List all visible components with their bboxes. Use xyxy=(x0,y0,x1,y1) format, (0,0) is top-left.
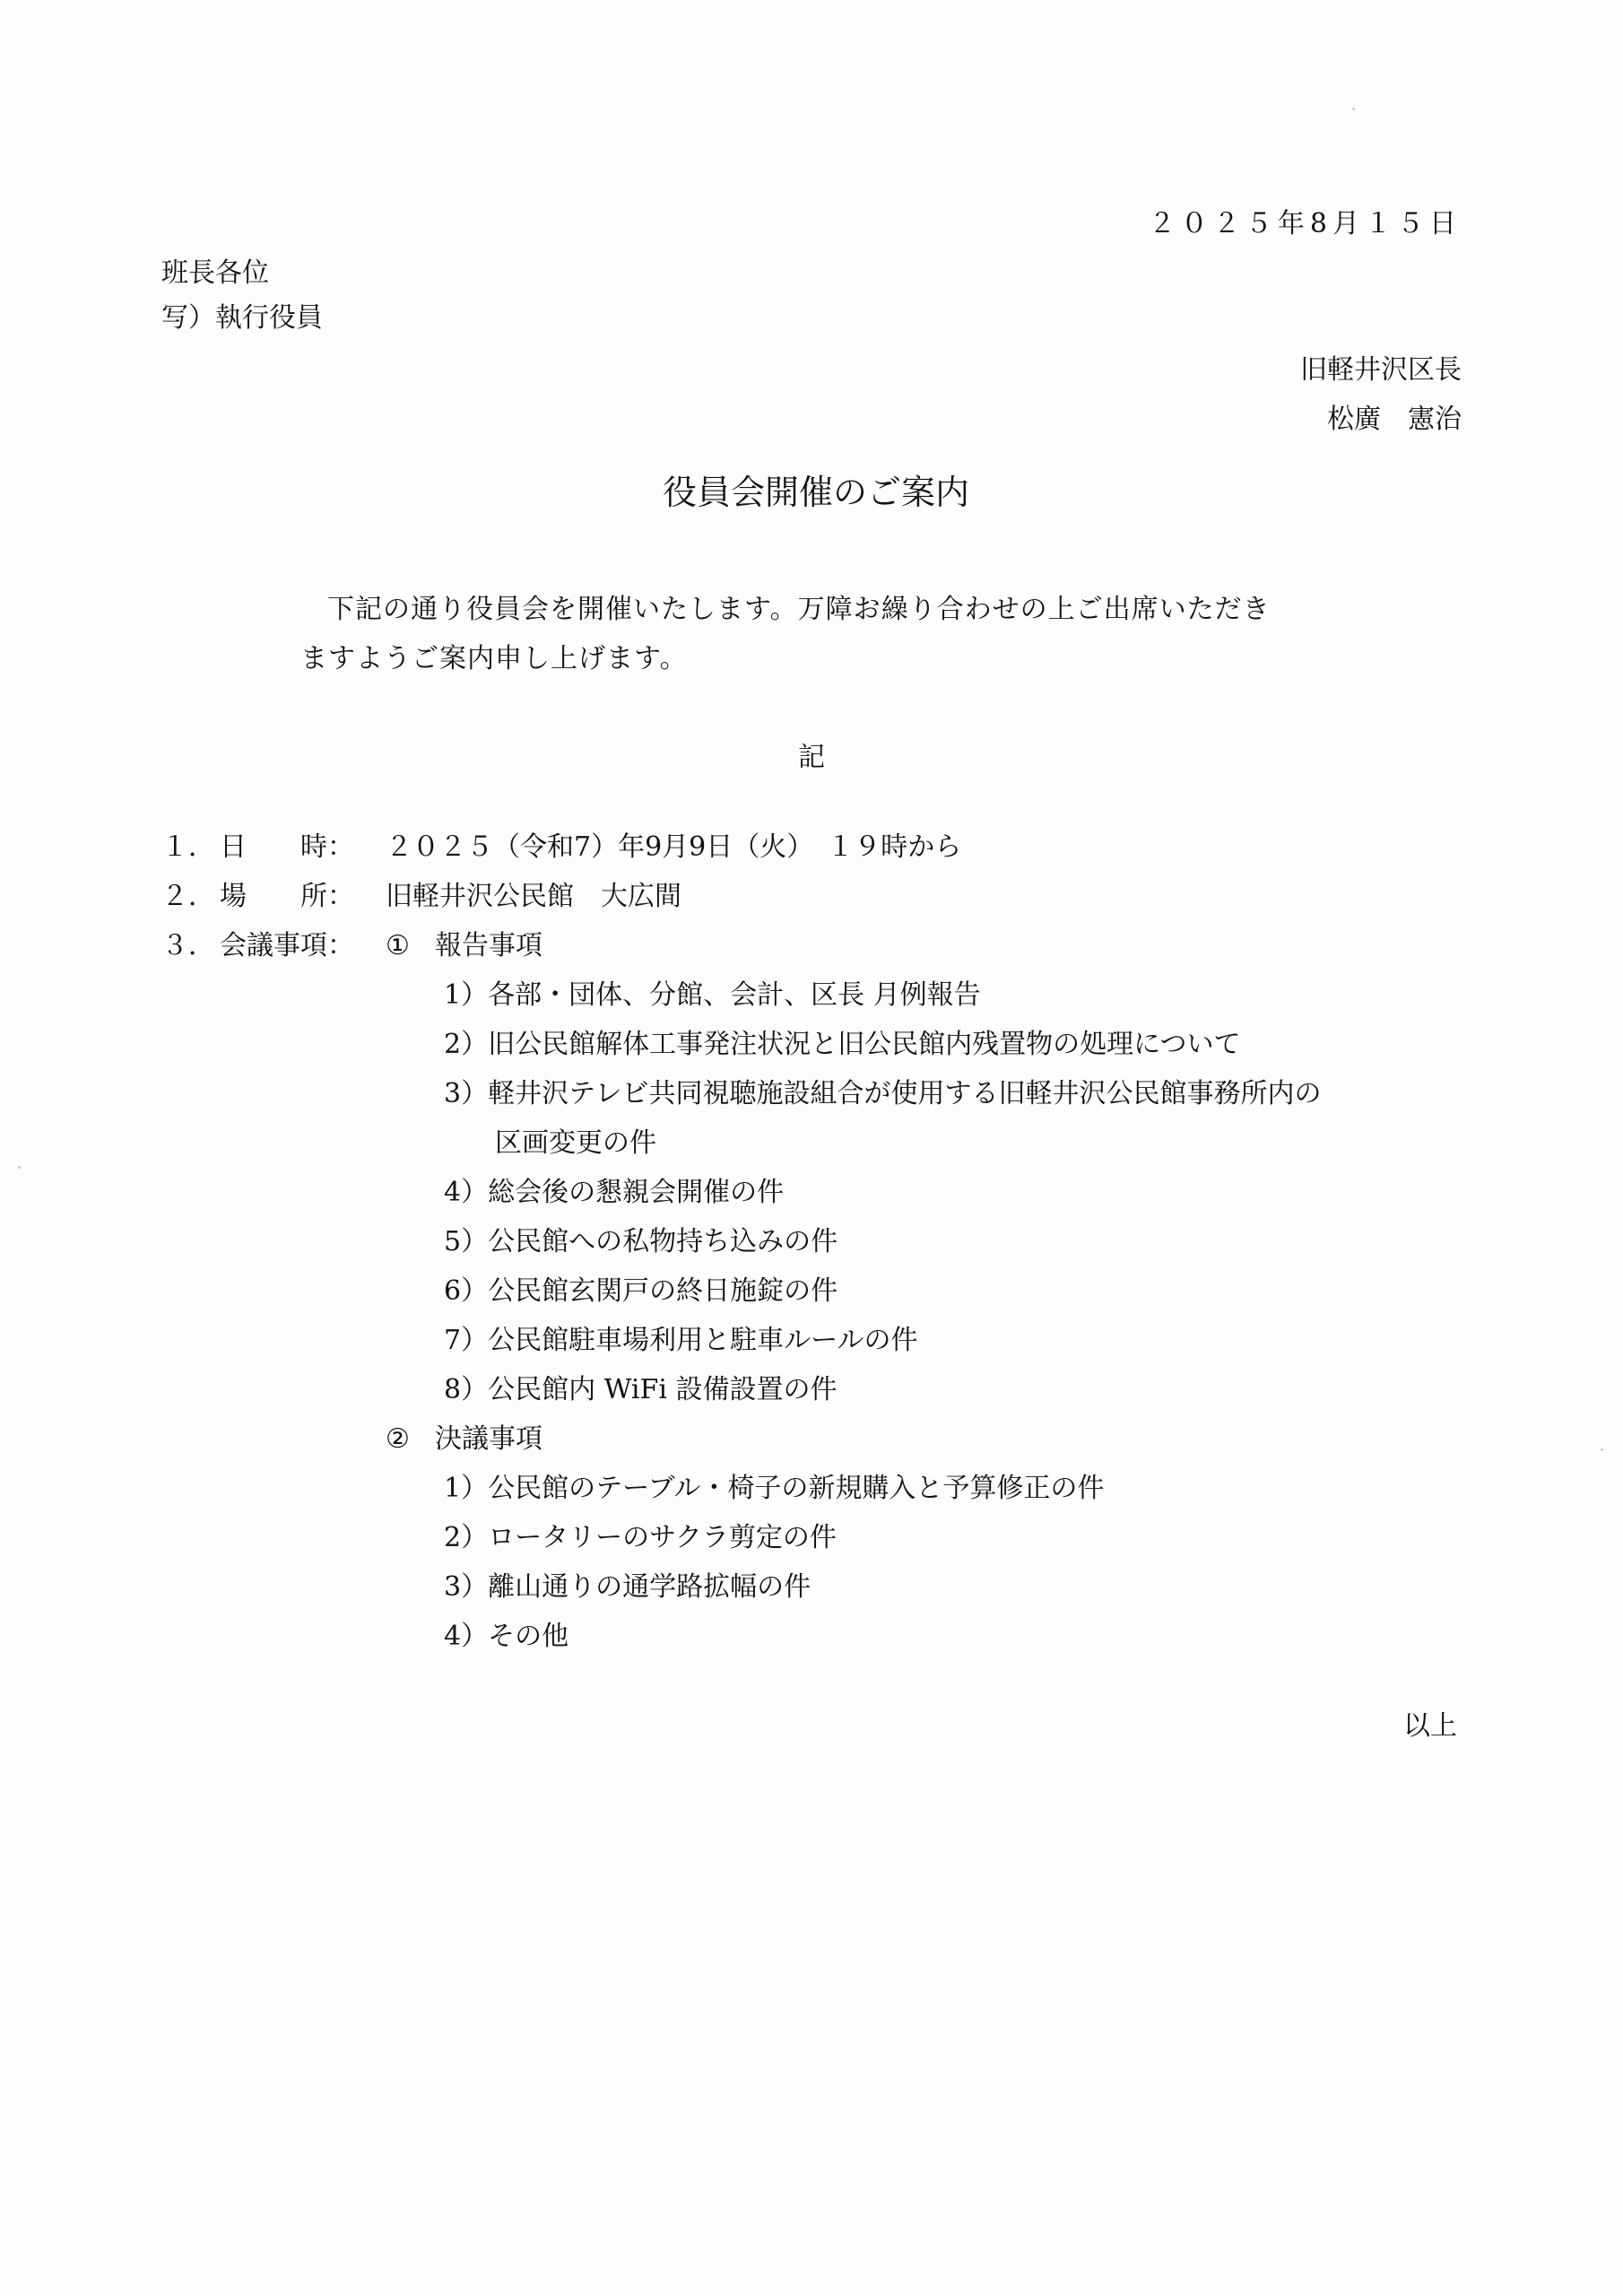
item-1-number: １． xyxy=(161,831,215,863)
item-3-number: ３． xyxy=(161,930,215,961)
report-item: 7）公民館駐車場利用と駐車ルールの件 xyxy=(444,1325,918,1356)
report-item: 6）公民館玄関戸の終日施錠の件 xyxy=(444,1275,838,1307)
ki-heading: 記 xyxy=(798,742,825,773)
report-item: 2）旧公民館解体工事発注状況と旧公民館内残置物の処理について xyxy=(444,1029,1241,1060)
resolution-item: 2）ロータリーのサクラ剪定の件 xyxy=(444,1522,837,1553)
body-text-line-2: ますようご案内申し上げます。 xyxy=(300,643,688,674)
resolution-item: 4）その他 xyxy=(444,1621,569,1652)
scan-speck xyxy=(1352,108,1355,110)
report-item: 5）公民館への私物持ち込みの件 xyxy=(444,1226,838,1257)
reports-label: 報告事項 xyxy=(435,930,542,961)
resolution-item: 3）離山通りの通学路拡幅の件 xyxy=(444,1571,812,1603)
report-item: 1）各部・団体、分館、会計、区長 月例報告 xyxy=(444,979,981,1011)
item-1-label: 日 時： xyxy=(220,831,354,863)
item-2-number: ２． xyxy=(161,881,215,912)
report-item: 3）軽井沢テレビ共同視聴施設組合が使用する旧軽井沢公民館事務所内の xyxy=(444,1078,1322,1109)
closing-mark: 以上 xyxy=(1403,1710,1457,1742)
body-text-line-1: 下記の通り役員会を開催いたします。万障お繰り合わせの上ご出席いただき xyxy=(327,594,1271,625)
scan-speck xyxy=(1601,1448,1603,1451)
item-3-label: 会議事項： xyxy=(220,930,354,961)
resolutions-mark: ② xyxy=(386,1423,410,1455)
sender-title: 旧軽井沢区長 xyxy=(1300,354,1462,386)
issue-date: ２０２５年8月１５日 xyxy=(1148,208,1462,239)
item-1-value: ２０２５（令和7）年9月9日（火） １９時から xyxy=(386,831,962,863)
sender-name: 松廣 憲治 xyxy=(1327,404,1462,435)
item-2-label: 場 所： xyxy=(220,881,354,912)
resolutions-label: 決議事項 xyxy=(435,1423,542,1455)
report-item: 8）公民館内 WiFi 設備設置の件 xyxy=(444,1374,838,1405)
document-title: 役員会開催のご案内 xyxy=(662,473,969,512)
reports-mark: ① xyxy=(386,930,410,961)
report-item: 4）総会後の懇親会開催の件 xyxy=(444,1177,785,1208)
item-2-value: 旧軽井沢公民館 大広間 xyxy=(386,881,681,912)
recipient-line-1: 班長各位 xyxy=(161,257,269,289)
scan-speck xyxy=(18,1166,21,1169)
resolution-item: 1）公民館のテーブル・椅子の新規購入と予算修正の件 xyxy=(444,1473,1105,1504)
report-item-continuation: 区画変更の件 xyxy=(495,1127,656,1159)
recipient-line-2: 写）執行役員 xyxy=(161,302,323,334)
